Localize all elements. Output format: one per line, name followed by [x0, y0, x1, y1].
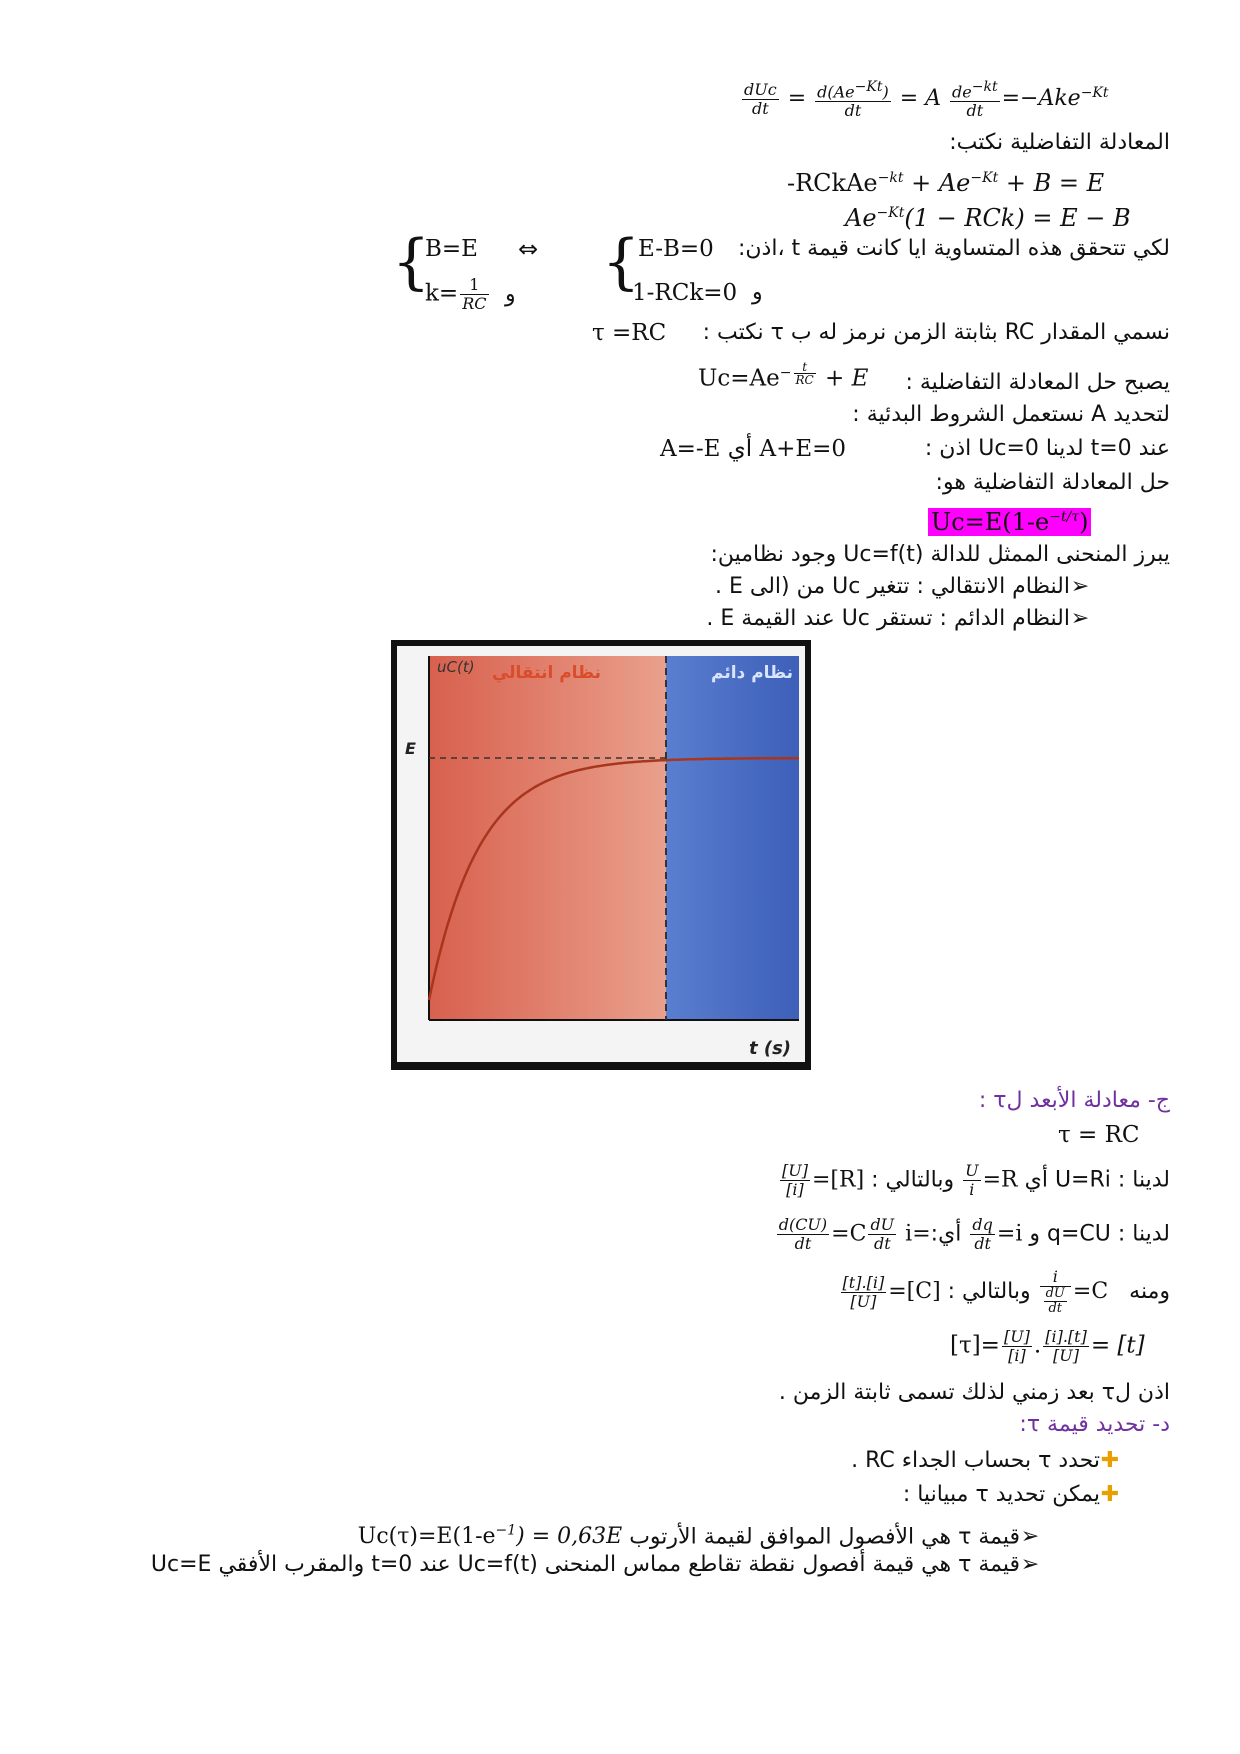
- tau-equation: τ =RC: [592, 320, 667, 346]
- system-1-brace: {: [602, 227, 641, 297]
- section-d-item-4: ➢قيمة τ هي قيمة أفصول نقطة تقاطع مماس المنحنى Uc=f(t) عند t=0 والمقرب الأفقي Uc=E: [150, 1552, 1040, 1577]
- charging-curve-chart: [391, 640, 811, 1070]
- chart-svg: [391, 640, 811, 1070]
- system-2-line-1: B=E: [425, 236, 478, 262]
- equivalence-symbol: ⇔: [518, 235, 539, 263]
- tau-dimension-line: [τ]= $\frac{[U]}{[i]}$ . $\frac{[i].[t]}{[U]}$ = [t]: [950, 1327, 1145, 1365]
- tau-conclusion: اذن لτ بعد زمني لذلك تسمى ثابتة الزمن .: [778, 1380, 1170, 1405]
- initial-equation: A+E=0 أي A=-E: [660, 436, 847, 462]
- section-d-heading: د- تحديد قيمة τ:: [1019, 1412, 1170, 1437]
- final-solution: $Uc=E(1-e^{-t/\tau})$: [928, 504, 1091, 535]
- system-2-line-2: k= $\frac{1}{RC}$: [425, 275, 487, 313]
- curve-description: يبرز المنحنى الممثل للدالة Uc=f(t) وجود نظامين:: [710, 542, 1170, 567]
- steady-region-label: نظام دائم: [711, 663, 793, 683]
- pin-bullet-icon: ✚: [1100, 1448, 1120, 1473]
- section-d-item-3: ➢قيمة τ هي الأفصول الموافق لقيمة الأرتوب $Uc(\tau)=E(1-e^{-1}) = 0,63E$: [357, 1523, 1040, 1550]
- y-axis-label: uC(t): [437, 658, 475, 676]
- determine-A: لتحديد A نستعمل الشروط البدئية :: [852, 402, 1170, 427]
- diff-eq-intro: المعادلة التفاضلية نكتب:: [949, 130, 1170, 155]
- initial-condition: عند t=0 لدينا Uc=0 اذن :: [924, 436, 1170, 461]
- section-d-item-1: ✚تحدد τ بحساب الجداء RC .: [851, 1448, 1120, 1473]
- solution-is: حل المعادلة التفاضلية هو:: [935, 470, 1170, 495]
- arrow-bullet-icon: ➢: [1070, 574, 1090, 599]
- charge-line: لدينا : q=CU و i= $\frac{dq}{dt}$ أي:=C $\frac{dU}{dt}$ i= $\frac{d(CU)}{dt}$: [778, 1215, 1170, 1253]
- asymptote-label: E: [405, 739, 416, 758]
- transient-region: [429, 656, 666, 1020]
- tau-rc-equation: τ = RC: [1058, 1122, 1140, 1148]
- steady-region: [666, 656, 799, 1020]
- differential-equation: -RCkAe$^{-kt}$ + $Ae^{-Kt} + B = E$: [787, 169, 1105, 197]
- tau-definition: نسمي المقدار RC بثابتة الزمن نرمز له ب τ نكتب :: [702, 320, 1170, 345]
- solution-text: يصبح حل المعادلة التفاضلية :: [905, 370, 1170, 395]
- system-1-line-2: 1-RCk=0: [632, 280, 738, 306]
- ohm-law-line: لدينا : U=Ri أي R= $\frac{U}{i}$ وبالتالي : [R]= $\frac{[U]}{[i]}$: [781, 1161, 1170, 1199]
- x-axis-label: t (s): [749, 1038, 792, 1059]
- capacitance-line: ومنه C= $\frac{i}{\frac{dU}{dt}}$ وبالتالي : [C]= $\frac{[i].[t]}{[U]}$: [842, 1267, 1170, 1316]
- system-1-and: و: [752, 280, 763, 305]
- pin-bullet-icon: ✚: [1100, 1482, 1120, 1507]
- arrow-bullet-icon: ➢: [1020, 1552, 1040, 1577]
- derivative-equation: $\frac{\text{dUc}}{dt}$ = $\frac{d(Ae^{-Kt})}{dt}$ = A $\frac{de^{-kt}}{dt}$ =−Ake$^{-Kt}$: [744, 79, 1109, 121]
- factored-equation: $Ae^{-Kt}(1 - RCk) = E - B$: [845, 204, 1131, 232]
- transient-region-label: نظام انتقالي: [491, 663, 601, 683]
- solution-equation: $Uc=Ae^{- \frac{t}{RC}}$ + E: [698, 359, 869, 392]
- arrow-bullet-icon: ➢: [1070, 606, 1090, 631]
- condition-text: لكي تتحقق هذه المتساوية ايا كانت قيمة t ،اذن:: [737, 236, 1170, 261]
- system-2-and: و: [505, 282, 516, 307]
- section-d-item-2: ✚يمكن تحديد τ مبيانيا :: [902, 1482, 1120, 1507]
- regime-transient: ➢النظام الانتقالي : تتغير Uc من (الى E .: [714, 574, 1090, 599]
- system-1-line-1: E-B=0: [638, 236, 714, 262]
- system-2-brace: {: [392, 227, 431, 297]
- regime-steady: ➢النظام الدائم : تستقر Uc عند القيمة E .: [706, 606, 1090, 631]
- arrow-bullet-icon: ➢: [1020, 1524, 1040, 1550]
- section-c-heading: ج- معادلة الأبعد لτ :: [978, 1088, 1170, 1113]
